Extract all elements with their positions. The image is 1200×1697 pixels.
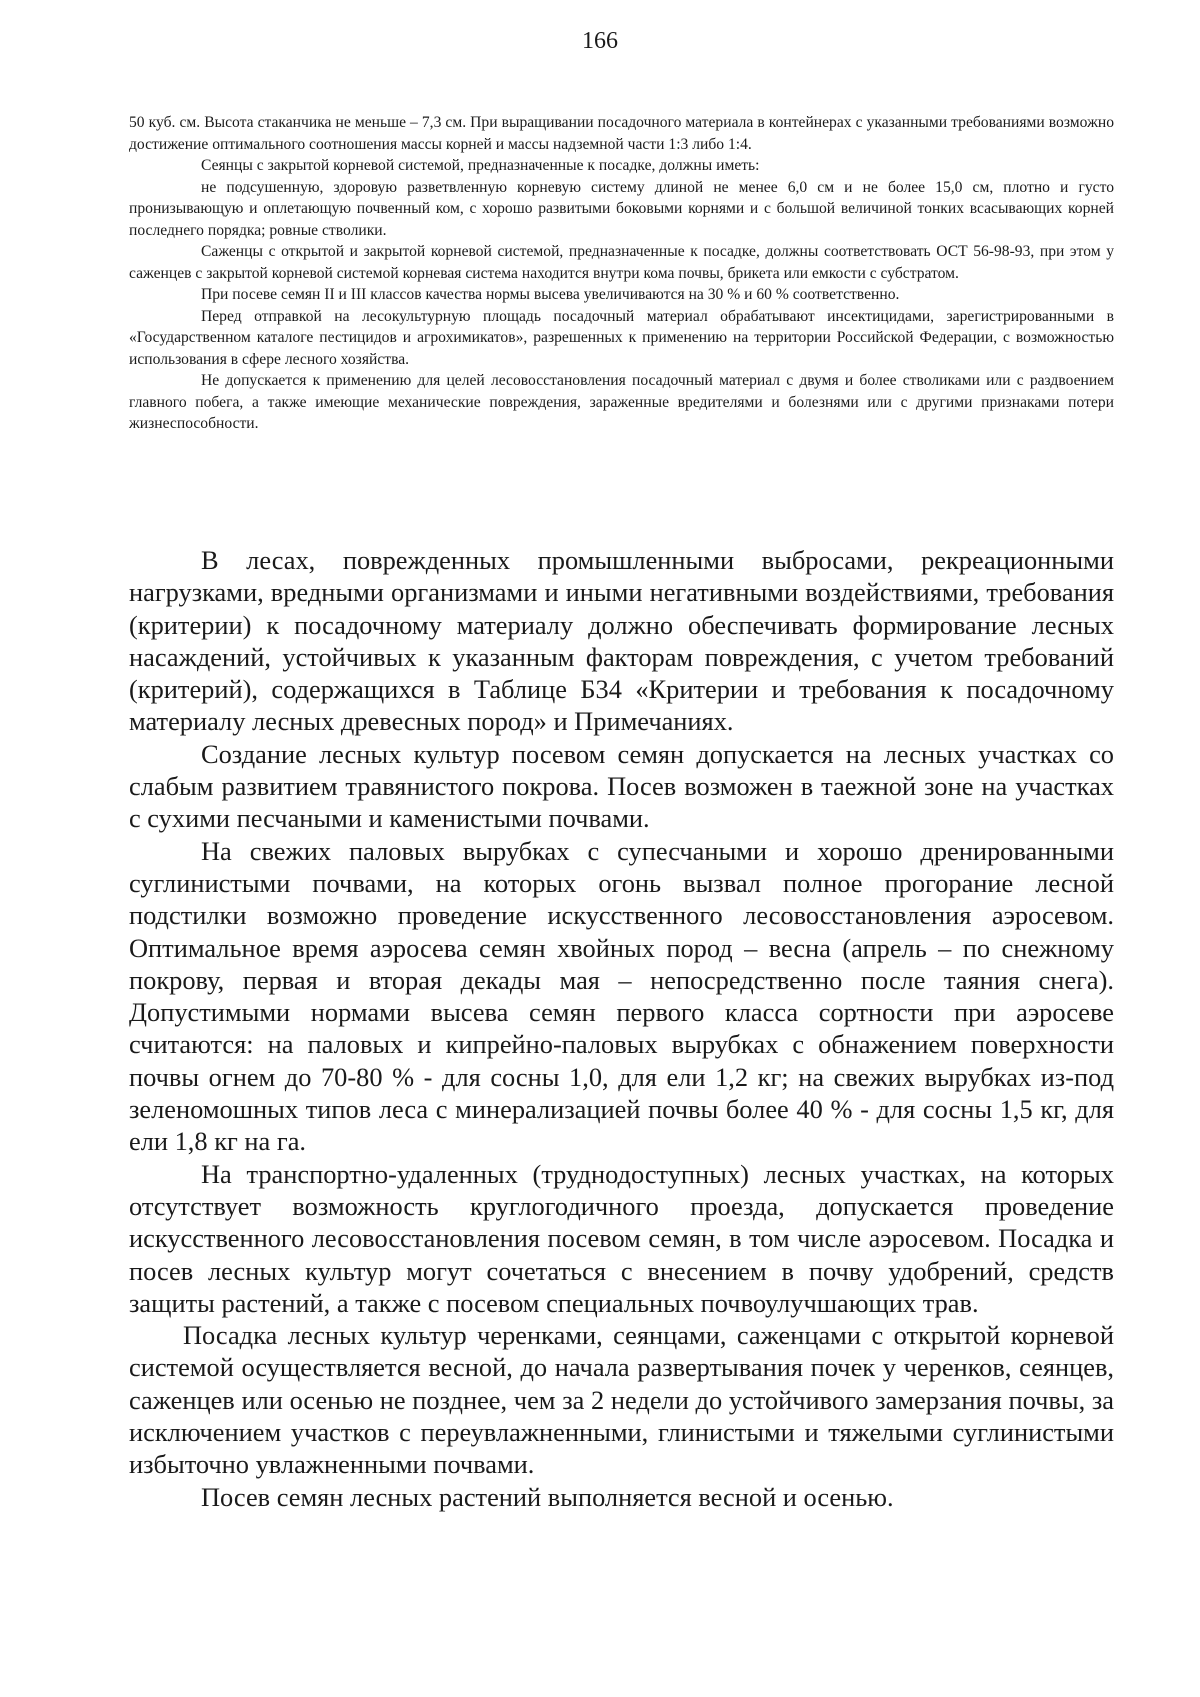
note-paragraph: Перед отправкой на лесокультурную площадь посадочный материал обрабатывают инсектицидами, зарегистрированными в «Государственном каталоге пестицидов и агрохимикатов», разрешенных к применению на территории Российской Федерации, с возможностью использования в сфере лесного хозяйства. — [129, 307, 1114, 368]
note-paragraph: Не допускается к применению для целей лесовосстановления посадочный материал с двумя и более стволиками или с раздвоением главного побега, а также имеющие механические повреждения, зараженные вредителями и болезнями или с другими признаками потери жизнеспособности. — [129, 372, 1114, 432]
main-text — [129, 544, 1114, 1513]
notes-section — [129, 112, 1114, 435]
body-paragraph: Посадка лесных культур черенками, сеянцами, саженцами с открытой корневой системой осуществляется весной, до начала развертывания почек у черенков, сеянцев, саженцев или осенью не позднее, чем за 2 недели до устойчивого замерзания почвы, за исключением участков с переувлажненными, глинистыми и тяжелыми суглинистыми избыточно увлажненными почвами. — [129, 1320, 1114, 1480]
note-paragraph: При посеве семян II и III классов качества нормы высева увеличиваются на 30 % и 60 % соответственно. — [201, 286, 900, 303]
body-paragraph: Создание лесных культур посевом семян допускается на лесных участках со слабым развитием травянистого покрова. Посев возможен в таежной зоне на участках с сухими песчаными и каменистыми почвами. — [129, 738, 1114, 834]
page-number: 166 — [582, 28, 618, 54]
note-paragraph: Саженцы с открытой и закрытой корневой системой, предназначенные к посадке, должны соответствовать ОСТ 56-98-93, при этом у саженцев с закрытой корневой системой корневая система находится внутри кома почвы, брикета или емкости с субстратом. — [129, 243, 1114, 282]
body-paragraph: На транспортно-удаленных (труднодоступных) лесных участках, на которых отсутствует возможность круглогодичного проезда, допускается проведение искусственного лесовосстановления посевом семян, в том числе аэросевом. Посадка и посев лесных культур могут сочетаться с внесением в почву удобрений, средств защиты растений, а также с посевом специальных почвоулучшающих трав. — [129, 1158, 1114, 1318]
note-paragraph: 50 куб. см. Высота стаканчика не меньше – 7,3 см. При выращивании посадочного материала в контейнерах с указанными требованиями возможно достижение оптимального соотношения массы корней и массы надземной части 1:3 либо 1:4. — [129, 114, 1114, 153]
note-paragraph: Сеянцы с закрытой корневой системой, предназначенные к посадке, должны иметь: — [201, 157, 760, 174]
body-paragraph: В лесах, поврежденных промышленными выбросами, рекреационными нагрузками, вредными организмами и иными негативными воздействиями, требования (критерии) к посадочному материалу должно обеспечивать формирование лесных насаждений, устойчивых к указанным факторам повреждения, с учетом требований (критерий), содержащихся в Таблице Б34 «Критерии и требования к посадочному материалу лесных древесных пород» и Примечаниях. — [129, 545, 1114, 737]
note-paragraph: не подсушенную, здоровую разветвленную корневую систему длиной не менее 6,0 см и не более 15,0 см, плотно и густо пронизывающую и оплетающую почвенный ком, с хорошо развитыми боковыми корнями и с большой величиной тонких всасывающих корней последнего порядка; ровные стволики. — [129, 178, 1114, 239]
body-paragraph: На свежих паловых вырубках с супесчаными и хорошо дренированными суглинистыми почвами, на которых огонь вызвал полное прогорание лесной подстилки возможно проведение искусственного лесовосстановления аэросевом. Оптимальное время аэросева семян хвойных пород – весна (апрель – по снежному покрову, первая и вторая декады мая – непосредственно после таяния снега). Допустимыми нормами высева семян первого класса сортности при аэросеве считаются: на паловых и кипрейно-паловых вырубках с обнажением поверхности почвы огнем до 70-80 % - для сосны 1,0, для ели 1,2 кг; на свежих вырубках из-под зеленомошных типов леса с минерализацией почвы более 40 % - для сосны 1,5 кг, для ели 1,8 кг на га. — [129, 835, 1114, 1157]
body-paragraph: Посев семян лесных растений выполняется весной и осенью. — [201, 1481, 894, 1512]
